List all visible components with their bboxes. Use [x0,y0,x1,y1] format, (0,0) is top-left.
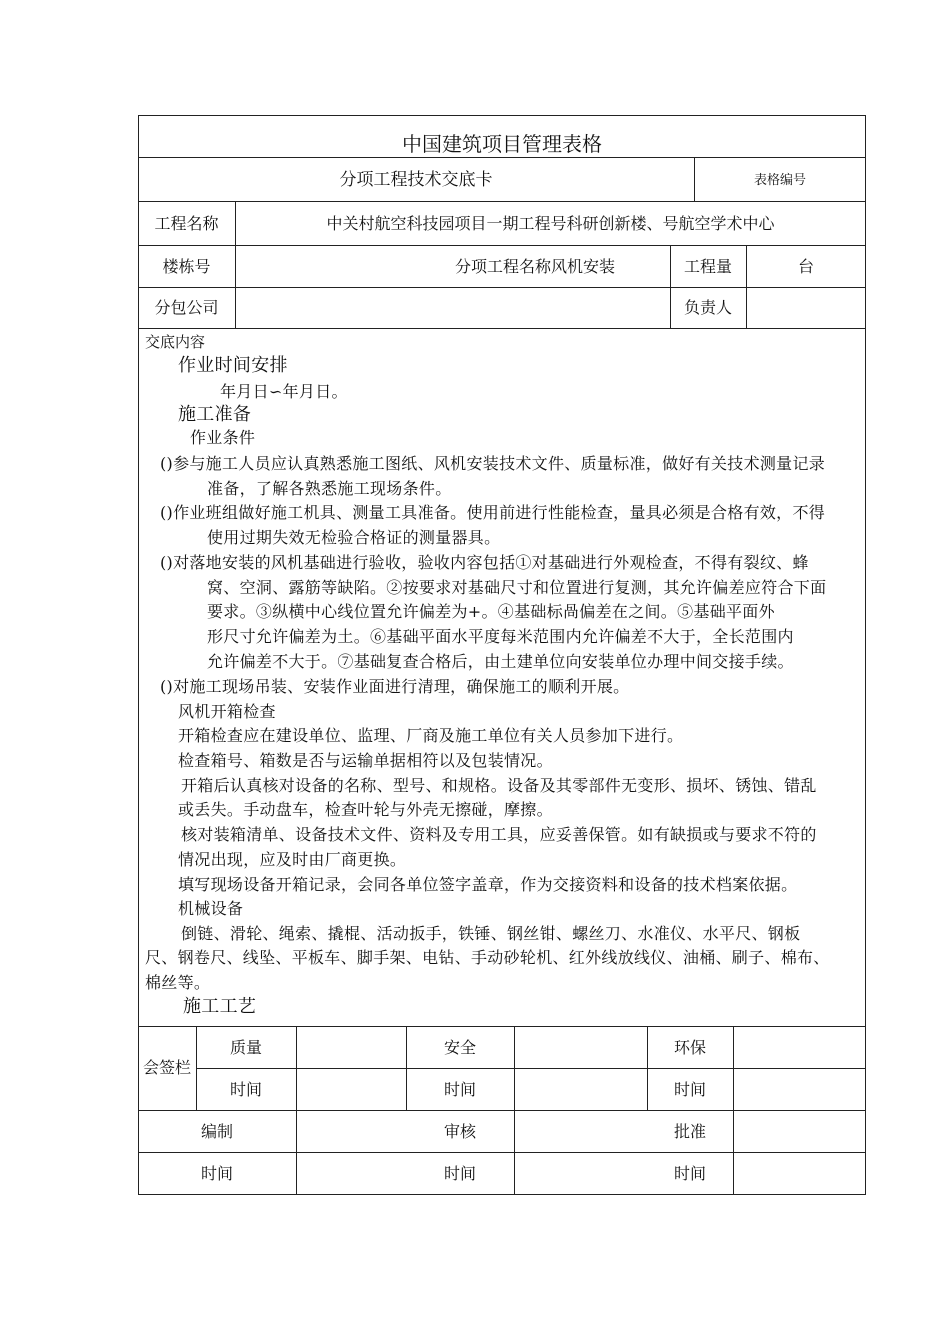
quantity-unit: 台 [797,257,814,276]
content-line: 开箱后认真核对设备的名称、型号、和规格。设备及其零部件无变形、损坏、锈蚀、错乱 [181,776,817,795]
rule-content-end [138,1026,866,1027]
heading-preparation: 施工准备 [178,404,252,425]
vrule-sign-3 [514,1026,515,1195]
content-line: 允许偏差不大于。⑦基础复查合格后，由土建单位向安装单位办理中间交接手续。 [207,652,794,671]
rule-subcontractor [138,328,866,329]
content-line: 核对装箱清单、设备技术文件、资料及专用工具，应妥善保管。如有缺损或与要求不符的 [181,825,817,844]
heading-conditions: 作业条件 [190,428,256,447]
approve-label: 批准 [673,1122,706,1141]
time-label: 时间 [673,1080,706,1099]
vrule-sign-1 [296,1026,297,1195]
rule-compile [138,1152,866,1153]
rule-building [138,287,866,288]
content-line: 使用过期失效无检验合格证的测量器具。 [207,528,501,547]
content-section-label: 交底内容 [145,333,206,351]
quality-label: 质量 [229,1038,262,1057]
content-line: 开箱检查应在建设单位、监理、厂商及施工单位有关人员参加下进行。 [178,726,684,745]
rule-subtitle [138,201,866,202]
subcontractor-label: 分包公司 [154,298,219,317]
form-main-title: 中国建筑项目管理表格 [402,132,602,156]
content-line: ()参与施工人员应认真熟悉施工图纸、风机安装技术文件、质量标准，做好有关技术测量记录 [160,454,826,473]
time-label: 时间 [443,1080,476,1099]
content-line: ()对施工现场吊装、安装作业面进行清理，确保施工的顺利开展。 [160,677,630,696]
project-name-label: 工程名称 [154,214,219,233]
rule-countersign-end [138,1110,866,1111]
content-line: 要求。③纵横中心线位置允许偏差为+。④基础标咼偏差在之间。⑤基础平面外 [207,602,775,621]
content-line: 棉丝等。 [145,973,211,992]
time-label: 时间 [200,1164,233,1183]
heading-schedule: 作业时间安排 [178,355,288,376]
content-line: ()作业班组做好施工机具、测量工具准备。使用前进行性能检查，量具必须是合格有效，不得 [160,503,826,522]
compile-label: 编制 [200,1122,233,1141]
time-label: 时间 [229,1080,262,1099]
safety-label: 安全 [443,1038,476,1057]
time-label: 时间 [673,1164,706,1183]
schedule-dates: 年月日∽年月日。 [220,382,348,401]
responsible-label: 负责人 [683,298,732,317]
content-line: 或丢失。手动盘车，检查叶轮与外壳无擦碰，摩擦。 [178,800,553,819]
content-line: 准备，了解各熟悉施工现场条件。 [207,479,452,498]
quantity-label: 工程量 [683,257,732,276]
subitem-name: 分项工程名称风机安装 [455,257,616,276]
content-line: 情况出现，应及时由厂商更换。 [178,850,407,869]
form-sub-title: 分项工程技术交底卡 [339,170,493,190]
form-no-label: 表格编号 [753,173,806,188]
project-name-value: 中关村航空科技园项目一期工程号科研创新楼、号航空学术中心 [326,214,775,233]
time-label: 时间 [443,1164,476,1183]
content-line: 倒链、滑轮、绳索、撬棍、活动扳手，铁锤、钢丝钳、螺丝刀、水准仪、水平尺、钢板 [181,924,801,943]
content-line: 窝、空洞、露筋等缺陷。②按要求对基础尺寸和位置进行复测，其允许偏差应符合下面 [207,578,827,597]
review-label: 审核 [443,1122,476,1141]
heading-process: 施工工艺 [183,996,257,1017]
content-line: 填写现场设备开箱记录，会同各单位签字盖章，作为交接资料和设备的技术档案依据。 [178,875,798,894]
content-line: 检查箱号、箱数是否与运输单据相符以及包装情况。 [178,751,553,770]
heading-unboxing: 风机开箱检查 [178,702,276,721]
env-label: 环保 [673,1038,706,1057]
heading-machinery: 机械设备 [178,899,244,918]
content-line: ()对落地安装的风机基础进行验收，验收内容包括①对基础进行外观检查，不得有裂纹、蜂 [160,553,809,572]
vrule-sign-5 [733,1026,734,1195]
content-line: 尺、钢卷尺、线坠、平板车、脚手架、电钻、手动砂轮机、红外线放线仪、油桶、刷子、棉布、 [145,948,830,967]
rule-title [138,157,866,158]
content-line: 形尺寸允许偏差为土。⑥基础平面水平度每米范围内允许偏差不大于，全长范围内 [207,627,794,646]
countersign-label: 会签栏 [142,1058,191,1077]
building-label: 楼栋号 [162,257,211,276]
rule-project [138,245,866,246]
